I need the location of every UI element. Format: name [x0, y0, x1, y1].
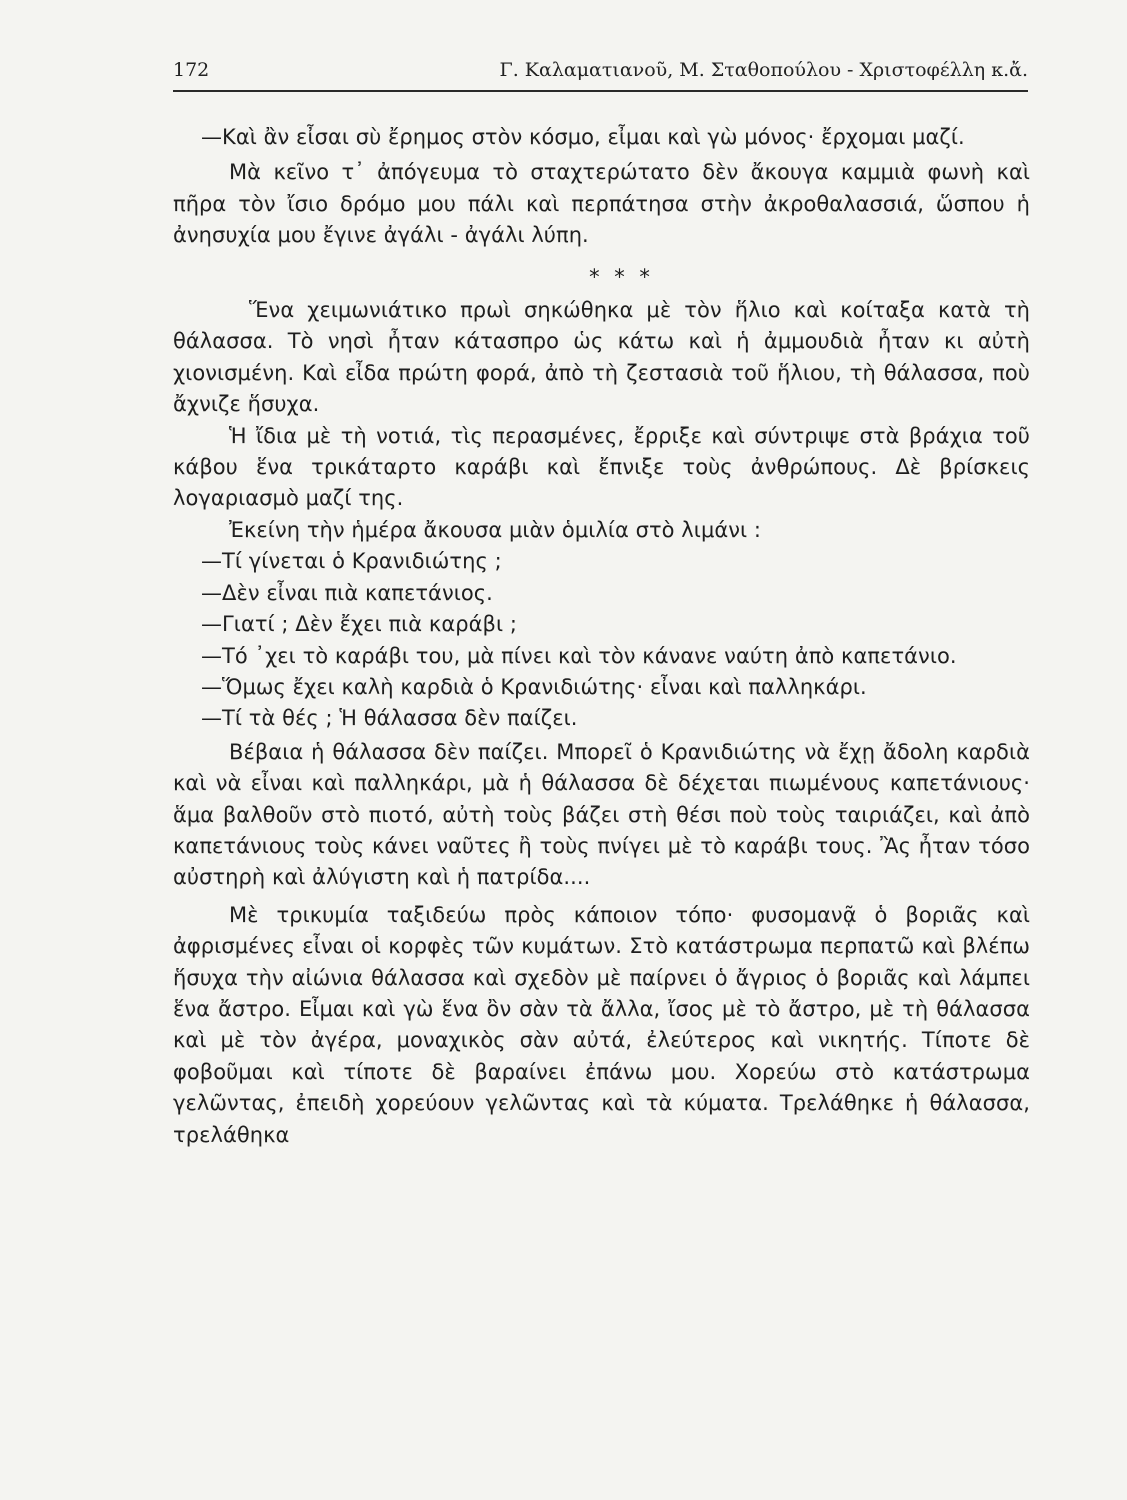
page-number: 172 [173, 59, 210, 81]
paragraph-3: Ἕνα χειμωνιάτικο πρωὶ σηκώθηκα μὲ τὸν ἥλιο καὶ κοίταξα κατὰ τὴ θάλασσα. Τὸ νησὶ ἦταν κάτασπρο ὡς κάτω καὶ ἡ ἀμμουδιὰ ἦταν κι αὐτὴ χιονισμένη. Καὶ εἶδα πρώτη φορά, ἀπὸ τὴ ζεστασιὰ τοῦ ἥλιου, τὴ θάλασσα, ποὺ ἄχνιζε ἥσυχα. [173, 298, 1030, 417]
section-separator: * * * [589, 264, 654, 289]
paragraph-7: Μὲ τρικυμία ταξιδεύω πρὸς κάποιον τόπο· φυσομανᾷ ὁ βοριᾶς καὶ ἀφρισμένες εἶναι οἱ κορφὲς τῶν κυμάτων. Στὸ κατάστρωμα περπατῶ καὶ βλέπω ἥσυχα τὴν αἰώνια θάλασσα καὶ σχεδὸν μὲ παίρνει ὁ ἄγριος ὁ βοριᾶς καὶ λάμπει ἕνα ἄστρο. Εἶμαι καὶ γὼ ἕνα ὂν σὰν τὰ ἄλλα, ἴσος μὲ τὸ ἄστρο, μὲ τὴ θάλασσα καὶ μὲ τὸν ἀγέρα, μοναχικὸς σὰν αὐτά, ἐλεύτερος καὶ νικητής. Τίποτε δὲ φοβοῦμαι καὶ τίποτε δὲ βαραίνει ἐπάνω μου. Χορεύω στὸ κατάστρωμα γελῶντας, ἐπειδὴ χορεύουν γελῶντας καὶ τὰ κύματα. Τρελάθηκε ἡ θάλασσα, τρελάθηκα [173, 902, 1030, 1147]
header-rule [173, 90, 1028, 92]
dialogue-line-3: —Γιατί ; Δὲν ἔχει πιὰ καράβι ; [201, 612, 517, 637]
paragraph-4: Ἡ ἴδια μὲ τὴ νοτιά, τὶς περασμένες, ἔρριξε καὶ σύντριψε στὰ βράχια τοῦ κάβου ἕνα τρικάταρτο καράβι καὶ ἔπνιξε τοὺς ἀνθρώπους. Δὲ βρίσκεις λογαριασμὸ μαζί της. [173, 423, 1030, 511]
dialogue-line-2: —Δὲν εἶναι πιὰ καπετάνιος. [201, 580, 493, 605]
page-header [173, 55, 1028, 89]
paragraph-6: Βέβαια ἡ θάλασσα δὲν παίζει. Μπορεῖ ὁ Κρανιδιώτης νὰ ἔχῃ ἄδολη καρδιὰ καὶ νὰ εἶναι καὶ παλληκάρι, μὰ ἡ θάλασσα δὲ δέχεται πιωμένους καπετάνιους· ἅμα βαλθοῦν στὸ πιοτό, αὐτὴ τοὺς βάζει στὴ θέσι ποὺ τοὺς ταιριάζει, καὶ ἀπὸ καπετάνιους τοὺς κάνει ναῦτες ἢ τοὺς πνίγει μὲ τὸ καράβι τους. Ἂς ἦταν τόσο αὐστηρὴ καὶ ἀλύγιστη καὶ ἡ πατρίδα.... [173, 739, 1030, 890]
body-text [173, 122, 1030, 1151]
paragraph-5: Ἐκείνη τὴν ἡμέρα ἄκουσα μιὰν ὁμιλία στὸ λιμάνι : [229, 517, 762, 542]
dialogue-line-1: —Τί γίνεται ὁ Κρανιδιώτης ; [201, 549, 502, 574]
running-head: Γ. Καλαματιανοῦ, Μ. Σταθοπούλου - Χριστοφέλλη κ.ἄ. [499, 59, 1028, 81]
paragraph-1: —Καὶ ἂν εἶσαι σὺ ἔρημος στὸν κόσμο, εἶμαι καὶ γὼ μόνος· ἔρχομαι μαζί. [201, 125, 965, 149]
dialogue-line-5: —Ὅμως ἔχει καλὴ καρδιὰ ὁ Κρανιδιώτης· εἶναι καὶ παλληκάρι. [201, 674, 867, 699]
paragraph-2: Μὰ κεῖνο τ᾽ ἀπόγευμα τὸ σταχτερώτατο δὲν ἄκουγα καμμιὰ φωνὴ καὶ πῆρα τὸν ἴσιο δρόμο μου πάλι καὶ περπάτησα στὴν ἀκροθαλασσιά, ὥσπου ἡ ἀνησυχία μου ἔγινε ἀγάλι - ἀγάλι λύπη. [173, 160, 1030, 248]
dialogue-line-4: —Τό ᾿χει τὸ καράβι του, μὰ πίνει καὶ τὸν κάνανε ναύτη ἀπὸ καπετάνιο. [201, 643, 957, 668]
dialogue-line-6: —Τί τὰ θές ; Ἡ θάλασσα δὲν παίζει. [201, 706, 578, 731]
